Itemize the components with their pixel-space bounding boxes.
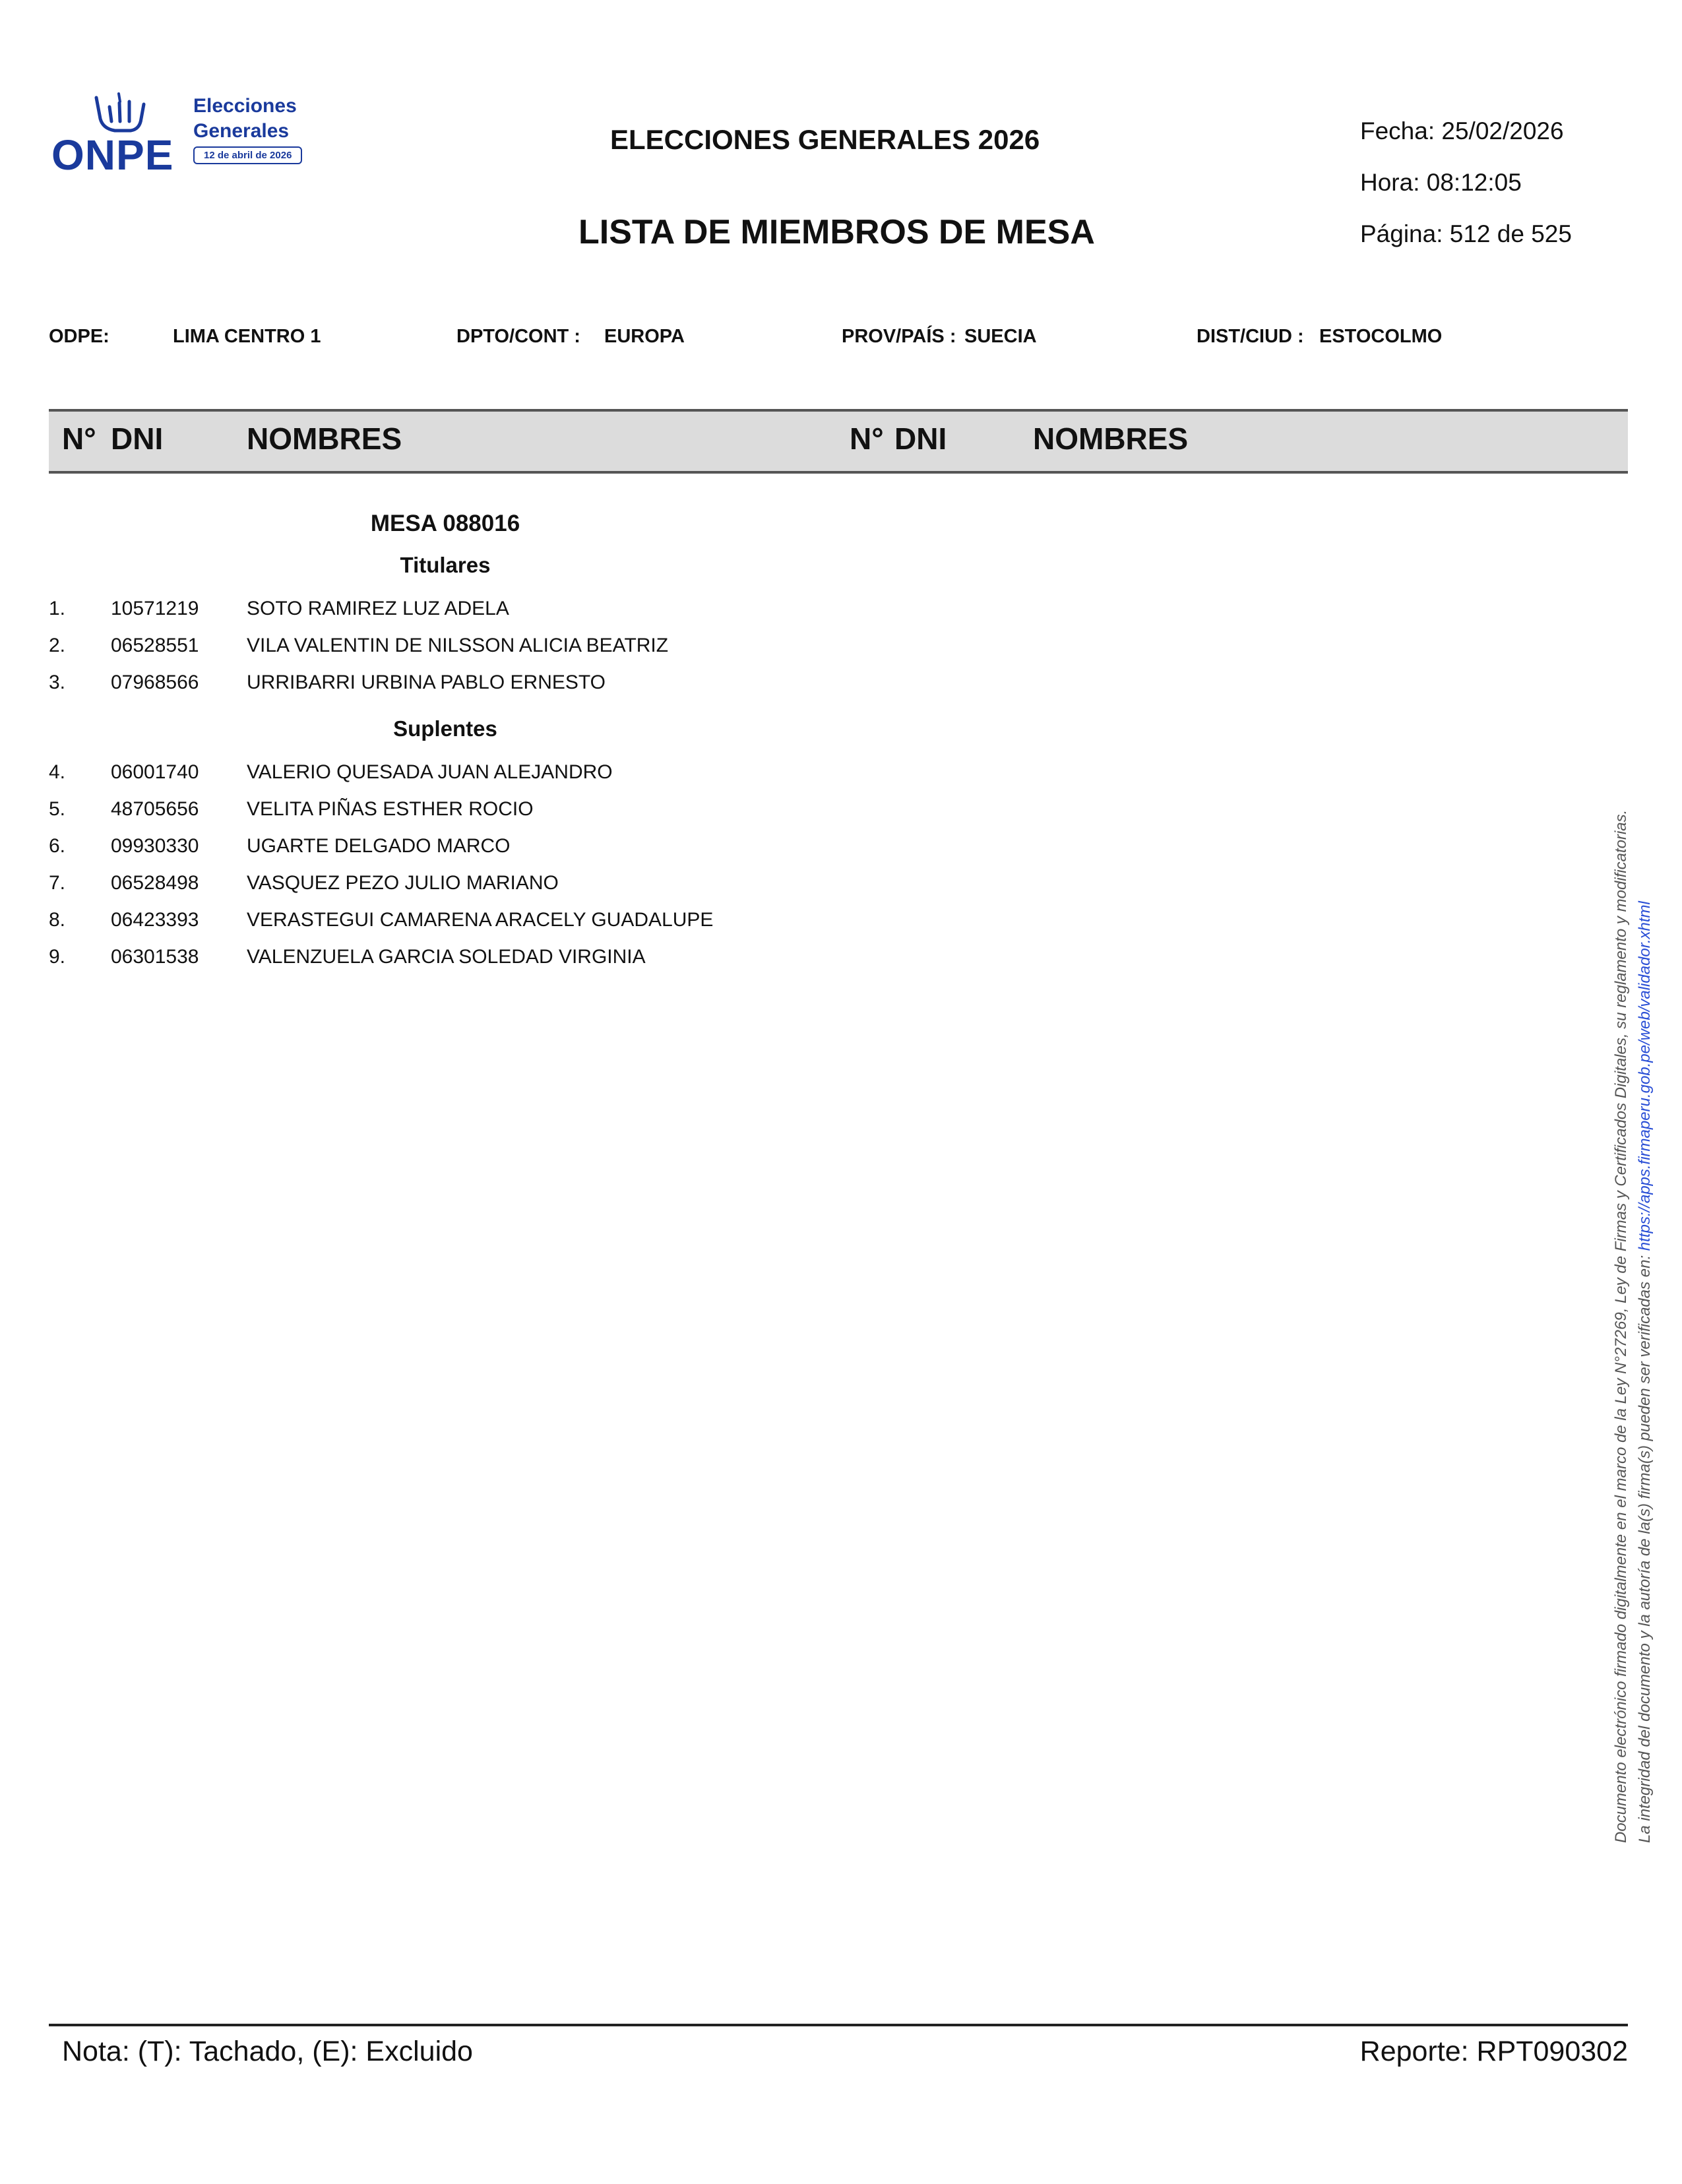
document-title: ELECCIONES GENERALES 2026 [610,124,1040,155]
row-number: 5. [49,798,66,820]
row-name: VELITA PIÑAS ESTHER ROCIO [247,798,534,820]
dist-label: DIST/CIUD : [1197,326,1304,347]
row-name: VILA VALENTIN DE NILSSON ALICIA BEATRIZ [247,635,669,656]
signature-note-line2-text: La integridad del documento y la autoría de la(s) firma(s) pueden ser verificadas en: [1636,1251,1654,1843]
pagina: Página: 512 de 525 [1360,220,1572,247]
row-dni: 06301538 [111,946,199,968]
hora: Hora: 08:12:05 [1360,169,1522,196]
table-row [0,946,923,972]
row-dni: 06001740 [111,761,199,783]
odpe-label: ODPE: [49,326,109,347]
odpe-value: LIMA CENTRO 1 [173,326,321,347]
row-number: 3. [49,671,66,693]
logo-line1: Elecciones [193,95,297,117]
header-dni-1: DNI [111,421,164,456]
row-number: 4. [49,761,66,783]
table-row [0,635,923,661]
row-name: SOTO RAMIREZ LUZ ADELA [247,598,509,619]
row-name: UGARTE DELGADO MARCO [247,835,511,857]
logo-brand: ONPE [51,131,174,179]
footer-note: Nota: (T): Tachado, (E): Excluido [62,2036,473,2067]
row-dni: 06528551 [111,635,199,656]
prov-label: PROV/PAÍS : [842,326,956,347]
row-dni: 09930330 [111,835,199,857]
footer-report: Reporte: RPT090302 [1359,2036,1628,2067]
row-dni: 48705656 [111,798,199,820]
header-num-2: N° [850,421,884,456]
header-names-1: NOMBRES [247,421,402,456]
mesa-title: MESA 088016 [370,511,520,536]
row-number: 9. [49,946,66,968]
prov-value: SUECIA [964,326,1037,347]
signature-note-line1: Documento electrónico firmado digitalmente en el marco de la Ley N°27269, Ley de Firmas y Certificados Digitales, su reglamento y modificatorias. [1612,809,1630,1843]
row-dni: 06423393 [111,909,199,931]
row-name: VERASTEGUI CAMARENA ARACELY GUADALUPE [247,909,714,931]
table-row [0,835,923,861]
titulares-heading: Titulares [400,553,491,577]
table-row [0,798,923,825]
footer-divider [49,2024,1628,2026]
fecha: Fecha: 25/02/2026 [1360,117,1564,144]
logo-line2: Generales [193,120,290,142]
dpto-value: EUROPA [604,326,685,347]
dist-value: ESTOCOLMO [1319,326,1443,347]
row-name: URRIBARRI URBINA PABLO ERNESTO [247,671,606,693]
digital-signature-note [1609,708,1657,1843]
row-name: VALENZUELA GARCIA SOLEDAD VIRGINIA [247,946,646,968]
row-number: 6. [49,835,66,857]
onpe-logo [51,92,328,185]
header-num-1: N° [62,421,96,456]
table-row [0,872,923,898]
table-row [0,761,923,788]
row-number: 7. [49,872,66,894]
document-subtitle: LISTA DE MIEMBROS DE MESA [578,213,1095,251]
row-number: 1. [49,598,66,619]
row-dni: 06528498 [111,872,199,894]
row-dni: 07968566 [111,671,199,693]
row-name: VASQUEZ PEZO JULIO MARIANO [247,872,559,894]
suplentes-heading: Suplentes [393,716,497,741]
dpto-label: DPTO/CONT : [456,326,580,347]
validator-link[interactable]: https://apps.firmaperu.gob.pe/web/validador.xhtml [1636,901,1654,1251]
row-number: 8. [49,909,66,931]
header-names-2: NOMBRES [1033,421,1189,456]
logo-date-badge: 12 de abril de 2026 [193,146,302,164]
row-name: VALERIO QUESADA JUAN ALEJANDRO [247,761,613,783]
table-row [0,671,923,698]
row-number: 2. [49,635,66,656]
table-row [0,909,923,935]
table-row [0,598,923,624]
signature-note-line2 [1633,708,1657,1843]
row-dni: 10571219 [111,598,199,619]
header-dni-2: DNI [894,421,947,456]
